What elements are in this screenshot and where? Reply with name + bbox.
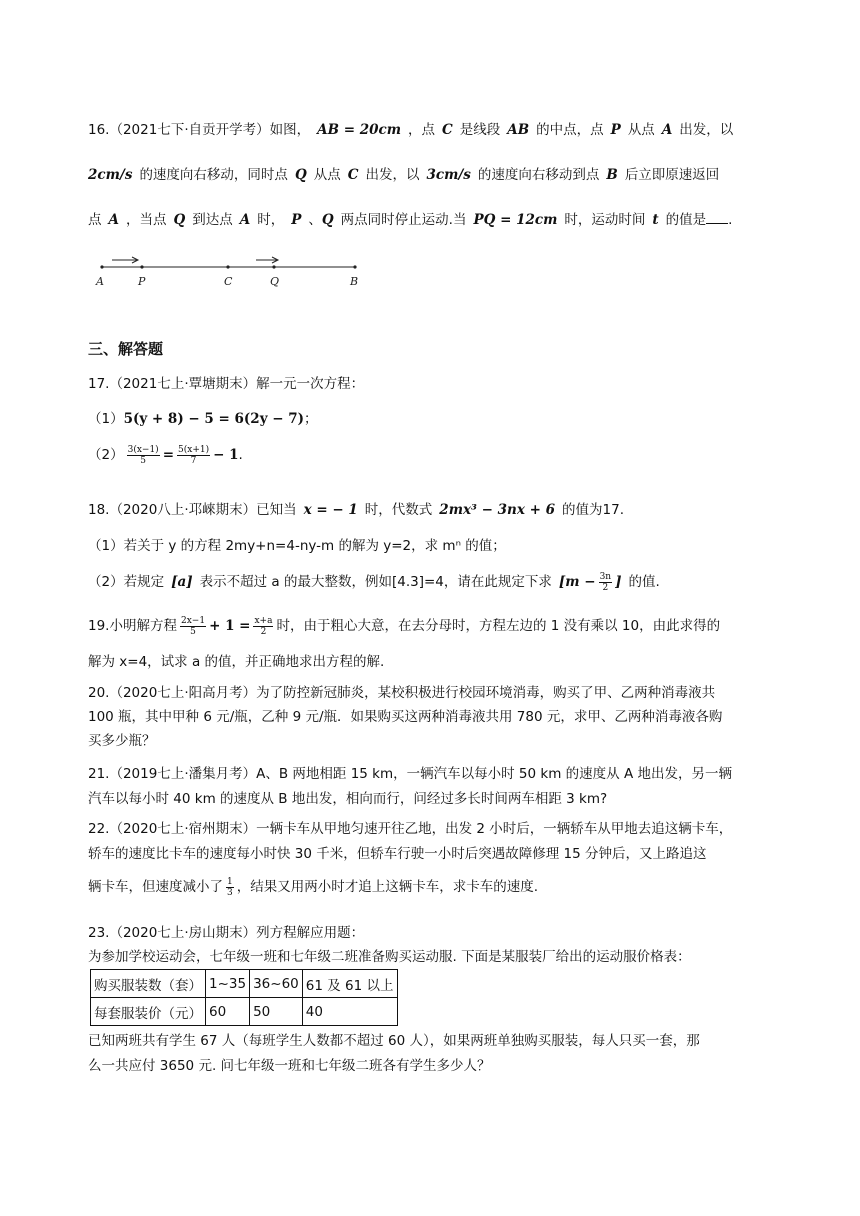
q19-line-2: 解为 x=4，试求 a 的值，并正确地求出方程的解.: [88, 654, 385, 670]
q19-fraction-1: $\frac{2x-1}{5}$: [180, 615, 206, 637]
math-point-q: Q: [321, 212, 334, 228]
section-title-answer: 三、解答题: [88, 340, 164, 358]
question-23: [88, 921, 778, 969]
q22-line-1: 22.（2020七上·宿州期末）一辆卡车从甲地匀速开往乙地，出发 2 小时后，一辆轿车从甲地去追这辆卡车，: [88, 821, 733, 837]
q16-text: 是线段: [459, 122, 501, 138]
q16-text: 出发，以: [365, 167, 420, 183]
point-a-mark: [100, 265, 103, 268]
math-floor-a: [a]: [171, 574, 193, 590]
q16-text: 的速度向右移动，同时点: [139, 167, 288, 183]
q16-text: 时，: [257, 212, 285, 228]
q18-text: 18.（2020八上·邛崍期末）已知当: [88, 502, 297, 518]
question-17: [88, 372, 778, 483]
price-table: [90, 969, 398, 1026]
q18-text: （2）若规定: [88, 574, 165, 590]
math-speed-q: 3cm/s: [426, 167, 471, 183]
q17-text: .: [238, 447, 243, 463]
label-q: Q: [270, 275, 280, 288]
q16-text: ，点: [408, 122, 436, 138]
table-cell: 50: [250, 998, 303, 1026]
question-23-body: [88, 1029, 778, 1079]
q17-equation-1: 5(y + 8) − 5 = 6(2y − 7): [123, 411, 305, 427]
q19-text: 时，由于粗心大意，在去分母时，方程左边的 1 没有乘以 10，由此求得的: [276, 618, 721, 634]
q21-line-2: 汽车以每小时 40 km 的速度从 B 地出发，相向而行，问经过多长时间两车相距 3 km?: [88, 791, 608, 807]
table-cell: 每套服装价（元）: [91, 998, 206, 1026]
q17-part1-label: （1）: [88, 411, 124, 427]
math-point-a: A: [661, 122, 673, 138]
q16-text: 两点同时停止运动.当: [340, 212, 467, 228]
q17-text: ；: [304, 411, 318, 427]
q22-line-2: 轿车的速度比卡车的速度每小时快 30 千米，但轿车行驶一小时后突遇故障修理 15 分钟后，又上路追这: [88, 846, 707, 862]
q16-text: 后立即原速返回: [624, 167, 720, 183]
q21-line-1: 21.（2019七上·潘集月考）A、B 两地相距 15 km，一辆汽车以每小时 50 km 的速度从 A 地出发，另一辆: [88, 766, 732, 782]
q16-text: 到达点: [192, 212, 233, 228]
math-point-q: Q: [173, 212, 186, 228]
label-c: C: [224, 275, 233, 288]
table-cell: 1~35: [206, 970, 250, 998]
q16-text: 从点: [627, 122, 655, 138]
math-x-value: x = − 1: [303, 502, 358, 518]
q17-fraction-2: $\frac{5(x+1)}{7}$: [178, 444, 210, 466]
q16-text: 的中点，点: [536, 122, 604, 138]
q18-text: 时，代数式: [364, 502, 433, 518]
q16-text: 从点: [313, 167, 341, 183]
label-p: P: [138, 275, 146, 288]
q16-text: 出发，以: [679, 122, 734, 138]
q16-text: 的速度向右移动到点: [477, 167, 600, 183]
question-18: [88, 498, 778, 610]
math-floor-expr-close: ]: [615, 574, 622, 590]
question-20: [88, 681, 778, 753]
point-b-mark: [353, 265, 356, 268]
table-cell: 61 及 61 以上: [302, 970, 397, 998]
math-segment-ab: AB: [507, 122, 530, 138]
math-point-c: C: [442, 122, 453, 138]
table-cell: 购买服装数（套）: [91, 970, 206, 998]
arrow-q: [256, 257, 278, 263]
math-point-c: C: [347, 167, 359, 183]
segment-figure: [90, 252, 370, 292]
math-time-t: t: [652, 212, 659, 228]
math-point-q: Q: [294, 167, 307, 183]
table-cell: 60: [206, 998, 250, 1026]
q18-text: 的值.: [628, 574, 660, 590]
math-speed-p: 2cm/s: [88, 167, 133, 183]
q23-line-2: 为参加学校运动会，七年级一班和七年级二班准备购买运动服. 下面是某服装厂给出的运动服价格表：: [88, 949, 691, 965]
q18-text: 的值为17.: [562, 502, 624, 518]
q17-equals: =: [162, 447, 174, 463]
q20-line-3: 买多少瓶？: [88, 733, 156, 749]
q16-text: 16.（2021七下·自贡开学考）如图，: [88, 122, 311, 138]
math-point-a: A: [108, 212, 119, 228]
q17-minus-one: − 1: [213, 447, 239, 463]
label-a: A: [96, 275, 104, 288]
q16-text: 点: [88, 212, 102, 228]
point-p-mark: [140, 265, 143, 268]
q23-title: 23.（2020七上·房山期末）列方程解应用题：: [88, 925, 365, 941]
q17-fraction-1: $\frac{3(x-1)}{5}$: [127, 444, 159, 466]
table-row: [91, 998, 398, 1026]
q23-line-3: 已知两班共有学生 67 人（每班学生人数都不超过 60 人），如果两班单独购买服装，每人只买一套，那: [88, 1033, 700, 1049]
q16-text: 、: [308, 212, 322, 228]
math-pq-length: PQ = 12cm: [473, 212, 558, 228]
q17-title: 17.（2021七上·覃塘期末）解一元一次方程：: [88, 376, 365, 392]
q19-plus-one: + 1 =: [209, 618, 251, 634]
table-cell: 40: [302, 998, 397, 1026]
answer-blank[interactable]: [706, 211, 728, 224]
math-point-a: A: [239, 212, 251, 228]
question-21: [88, 762, 778, 812]
q19-fraction-2: $\frac{x+a}{2}$: [254, 615, 273, 637]
point-c-mark: [226, 265, 229, 268]
q20-line-1: 20.（2020七上·阳高月考）为了防控新冠肺炎，某校积极进行校园环境消毒，购买了甲、乙两种消毒液共: [88, 685, 716, 701]
table-row: [91, 970, 398, 998]
q16-text: ，当点: [125, 212, 167, 228]
q17-part2-label: （2）: [88, 447, 124, 463]
q16-text: .: [728, 212, 733, 228]
q18-text: 表示不超过 a 的最大整数，例如[4.3]=4，请在此规定下求: [199, 574, 552, 590]
math-point-p: P: [291, 212, 302, 228]
q23-line-4: 么一共应付 3650 元. 问七年级一班和七年级二班各有学生多少人？: [88, 1058, 491, 1074]
q22-text: 辆卡车，但速度减小了: [88, 879, 223, 895]
question-19: [88, 614, 778, 680]
question-22: [88, 817, 778, 911]
q18-fraction: $\frac{3n}{2}$: [599, 571, 612, 593]
point-q-mark: [272, 265, 275, 268]
q22-fraction: $\frac{1}{3}$: [227, 876, 233, 898]
math-point-p: P: [610, 122, 621, 138]
arrow-p: [112, 257, 138, 263]
q18-part1: （1）若关于 y 的方程 2my+n=4-ny-m 的解为 y=2，求 mⁿ 的值；: [88, 538, 506, 554]
q16-text: 的值是: [665, 212, 707, 228]
q20-line-2: 100 瓶，其中甲种 6 元/瓶，乙种 9 元/瓶．如果购买这两种消毒液共用 780 元，求甲、乙两种消毒液各购: [88, 709, 723, 725]
math-ab-length: AB = 20cm: [317, 122, 402, 138]
table-cell: 36~60: [250, 970, 303, 998]
q22-text: ，结果又用两小时才追上这辆卡车，求卡车的速度.: [236, 879, 539, 895]
label-b: B: [350, 275, 359, 288]
question-16: [88, 118, 778, 253]
math-point-b: B: [606, 167, 618, 183]
q19-text: 19.小明解方程: [88, 618, 177, 634]
math-expression: 2mx³ − 3nx + 6: [439, 502, 556, 518]
q16-text: 时，运动时间: [564, 212, 646, 228]
math-floor-expr-open: [m −: [558, 574, 596, 590]
